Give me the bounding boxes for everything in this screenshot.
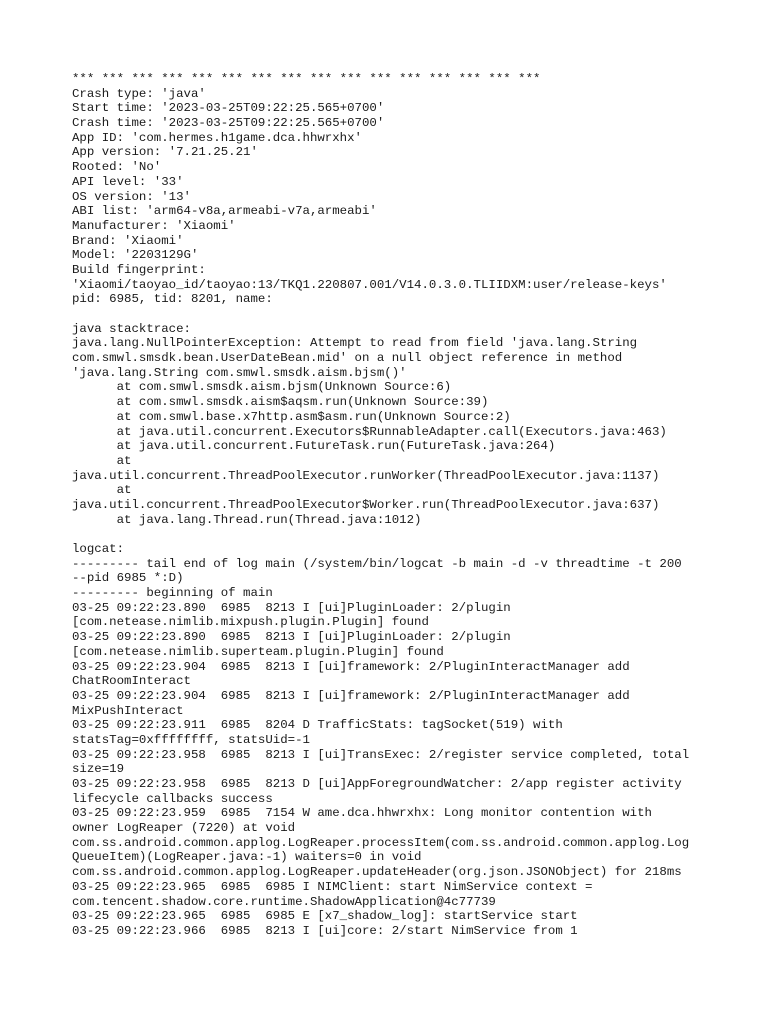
stack-frame-line: java.util.concurrent.ThreadPoolExecutor$Worker.run(ThreadPoolExecutor.java:637) [72,497,660,512]
stack-frame-line: at com.smwl.smsdk.aism.bjsm(Unknown Source:6) [72,380,452,395]
model-line: Model: '2203129G' [72,248,199,263]
log-line: 03-25 09:22:23.965 6985 6985 I NIMClient: start NimService context = [72,879,593,894]
log-line: ChatRoomInteract [72,674,191,689]
log-line: 03-25 09:22:23.890 6985 8213 I [ui]PluginLoader: 2/plugin [72,600,511,615]
stack-frame-line: at java.lang.Thread.run(Thread.java:1012) [72,512,422,527]
log-line: QueueItem)(LogReaper.java:-1) waiters=0 in void [72,850,422,865]
log-line: --------- tail end of log main (/system/bin/logcat -b main -d -v threadtime -t 200 [72,556,682,571]
stack-frame-line: java.util.concurrent.ThreadPoolExecutor.runWorker(ThreadPoolExecutor.java:1137) [72,468,660,483]
api-level-line: API level: '33' [72,174,184,189]
brand-line: Brand: 'Xiaomi' [72,233,184,248]
log-line: statsTag=0xffffffff, statsUid=-1 [72,732,310,747]
stacktrace-section [72,322,752,528]
stack-frame-line: at java.util.concurrent.FutureTask.run(FutureTask.java:264) [72,439,556,454]
log-line: com.tencent.shadow.core.runtime.ShadowApplication@4c77739 [72,894,496,909]
stack-frame-line: at [72,483,132,498]
log-line: 03-25 09:22:23.890 6985 8213 I [ui]PluginLoader: 2/plugin [72,630,511,645]
log-line: size=19 [72,762,125,777]
log-line: 03-25 09:22:23.904 6985 8213 I [ui]framework: 2/PluginInteractManager add [72,659,630,674]
log-line: 03-25 09:22:23.958 6985 8213 D [ui]AppForegroundWatcher: 2/app register activity [72,777,682,791]
log-line: com.ss.android.common.applog.LogReaper.processItem(com.ss.android.common.applog.Log [72,835,690,850]
exception-line: com.smwl.smsdk.bean.UserDateBean.mid' on a null object reference in method [72,351,623,366]
stacktrace-heading: java stacktrace: [72,321,191,336]
log-line: --pid 6985 *:D) [72,571,184,586]
build-fingerprint-value: 'Xiaomi/taoyao_id/taoyao:13/TKQ1.220807.001/V14.0.3.0.TLIIDXM:user/release-keys' [72,277,667,292]
log-line: com.ss.android.common.applog.LogReaper.updateHeader(org.json.JSONObject) for 218ms [72,865,682,880]
logcat-heading: logcat: [72,542,125,556]
manufacturer-line: Manufacturer: 'Xiaomi' [72,218,236,233]
stack-frame-line: at java.util.concurrent.Executors$RunnableAdapter.call(Executors.java:463) [72,424,667,439]
logcat-section [72,542,752,939]
stack-frame-line: at com.smwl.base.x7http.asm$asm.run(Unknown Source:2) [72,409,511,424]
log-line: 03-25 09:22:23.958 6985 8213 I [ui]TransExec: 2/register service completed, total [72,747,690,762]
pid-tid-line: pid: 6985, tid: 8201, name: [72,292,273,307]
log-line: [com.netease.nimlib.superteam.plugin.Plugin] found [72,644,444,659]
crash-time-line: Crash time: '2023-03-25T09:22:25.565+0700' [72,116,385,131]
log-line: 03-25 09:22:23.965 6985 6985 E [x7_shadow_log]: startService start [72,909,578,924]
exception-line: 'java.lang.String com.smwl.smsdk.aism.bjsm()' [72,365,407,380]
os-version-line: OS version: '13' [72,189,191,204]
log-line: MixPushInteract [72,703,184,718]
stack-frame-line: at com.smwl.smsdk.aism$aqsm.run(Unknown Source:39) [72,395,489,410]
abi-list-line: ABI list: 'arm64-v8a,armeabi-v7a,armeabi' [72,204,377,219]
rooted-line: Rooted: 'No' [72,160,162,175]
blank-line [72,527,752,542]
log-line: 03-25 09:22:23.904 6985 8213 I [ui]framework: 2/PluginInteractManager add [72,688,630,703]
app-version-line: App version: '7.21.25.21' [72,145,258,160]
log-line: 03-25 09:22:23.911 6985 8204 D TrafficStats: tagSocket(519) with [72,718,563,733]
log-line: owner LogReaper (7220) at void [72,821,296,836]
start-time-line: Start time: '2023-03-25T09:22:25.565+0700' [72,101,385,116]
crash-header-section [72,72,752,307]
crash-report-document [72,72,752,939]
blank-line [72,307,752,322]
stack-frame-line: at [72,453,132,468]
app-id-line: App ID: 'com.hermes.h1game.dca.hhwrxhx' [72,130,362,145]
log-line: 03-25 09:22:23.959 6985 7154 W ame.dca.hhwrxhx: Long monitor contention with [72,806,652,821]
log-line: lifecycle callbacks success [72,791,273,806]
log-line: [com.netease.nimlib.mixpush.plugin.Plugin] found [72,615,429,630]
log-line: --------- beginning of main [72,586,273,601]
crash-type-line: Crash type: 'java' [72,86,206,101]
exception-line: java.lang.NullPointerException: Attempt to read from field 'java.lang.String [72,336,638,351]
build-fingerprint-label: Build fingerprint: [72,262,206,277]
log-line: 03-25 09:22:23.966 6985 8213 I [ui]core: 2/start NimService from 1 [72,923,578,938]
separator-line: *** *** *** *** *** *** *** *** *** *** *** *** *** *** *** *** [72,72,541,86]
